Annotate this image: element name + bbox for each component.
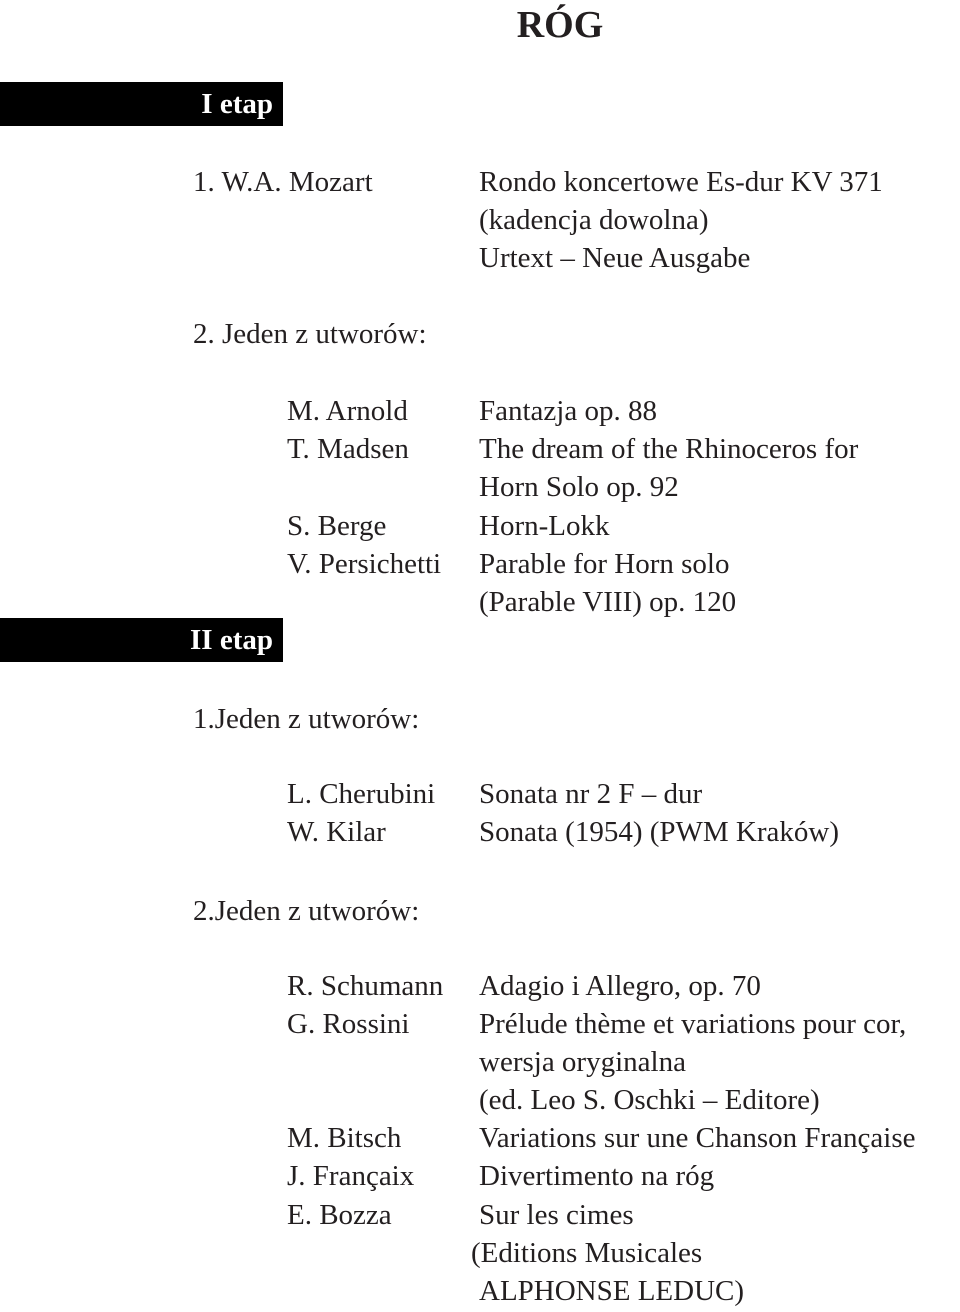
work <box>479 775 702 813</box>
work <box>479 1005 906 1119</box>
work-line: Prélude thème et variations pour cor, <box>479 1008 907 1040</box>
work-line: (Editions Musicales <box>471 1237 703 1269</box>
work-line: Fantazja op. 88 <box>479 395 657 427</box>
composer: V. Persichetti <box>287 548 442 580</box>
item-1-composer: 1. W.A. Mozart <box>193 166 373 198</box>
work-line: ALPHONSE LEDUC) <box>479 1275 745 1307</box>
work <box>479 545 736 621</box>
work <box>479 507 609 545</box>
work <box>479 392 657 430</box>
composer: T. Madsen <box>287 433 409 465</box>
composer: G. Rossini <box>287 1008 410 1040</box>
composer: M. Bitsch <box>287 1122 402 1154</box>
group-2-heading: 2.Jeden z utworów: <box>193 895 420 927</box>
composer: E. Bozza <box>287 1199 392 1231</box>
work <box>479 1157 714 1195</box>
work-line: Sonata nr 2 F – dur <box>479 778 703 810</box>
work-line: Rondo koncertowe Es-dur KV 371 <box>479 166 883 198</box>
work-line: Parable for Horn solo <box>479 548 730 580</box>
work-line: The dream of the Rhinoceros for <box>479 433 859 465</box>
item-1-work <box>479 163 883 277</box>
stage-1-label: I etap <box>0 82 283 126</box>
group-1-heading: 1.Jeden z utworów: <box>193 703 420 735</box>
work-line: Sonata (1954) (PWM Kraków) <box>479 816 840 848</box>
work <box>479 430 858 506</box>
composer: R. Schumann <box>287 970 444 1002</box>
work-line: Divertimento na róg <box>479 1160 715 1192</box>
work <box>479 1119 916 1157</box>
composer: S. Berge <box>287 510 387 542</box>
work-line: Variations sur une Chanson Française <box>479 1122 916 1154</box>
item-2-heading: 2. Jeden z utworów: <box>193 318 427 350</box>
work-line: Horn Solo op. 92 <box>479 471 679 503</box>
work-line: Adagio i Allegro, op. 70 <box>479 970 761 1002</box>
work-line: Sur les cimes <box>479 1199 634 1231</box>
work <box>479 967 761 1005</box>
work <box>479 813 839 851</box>
composer: M. Arnold <box>287 395 408 427</box>
composer: L. Cherubini <box>287 778 436 810</box>
composer: W. Kilar <box>287 816 386 848</box>
stage-2-label: II etap <box>0 618 283 662</box>
work-line: (ed. Leo S. Oschki – Editore) <box>479 1084 820 1116</box>
work-line: Urtext – Neue Ausgabe <box>479 242 751 274</box>
work-line: (Parable VIII) op. 120 <box>479 586 737 618</box>
work-line: wersja oryginalna <box>479 1046 686 1078</box>
page-title: RÓG <box>516 4 604 46</box>
composer: J. Françaix <box>287 1160 415 1192</box>
work <box>471 1196 745 1310</box>
work-line: Horn-Lokk <box>479 510 610 542</box>
work-line: (kadencja dowolna) <box>479 204 709 236</box>
